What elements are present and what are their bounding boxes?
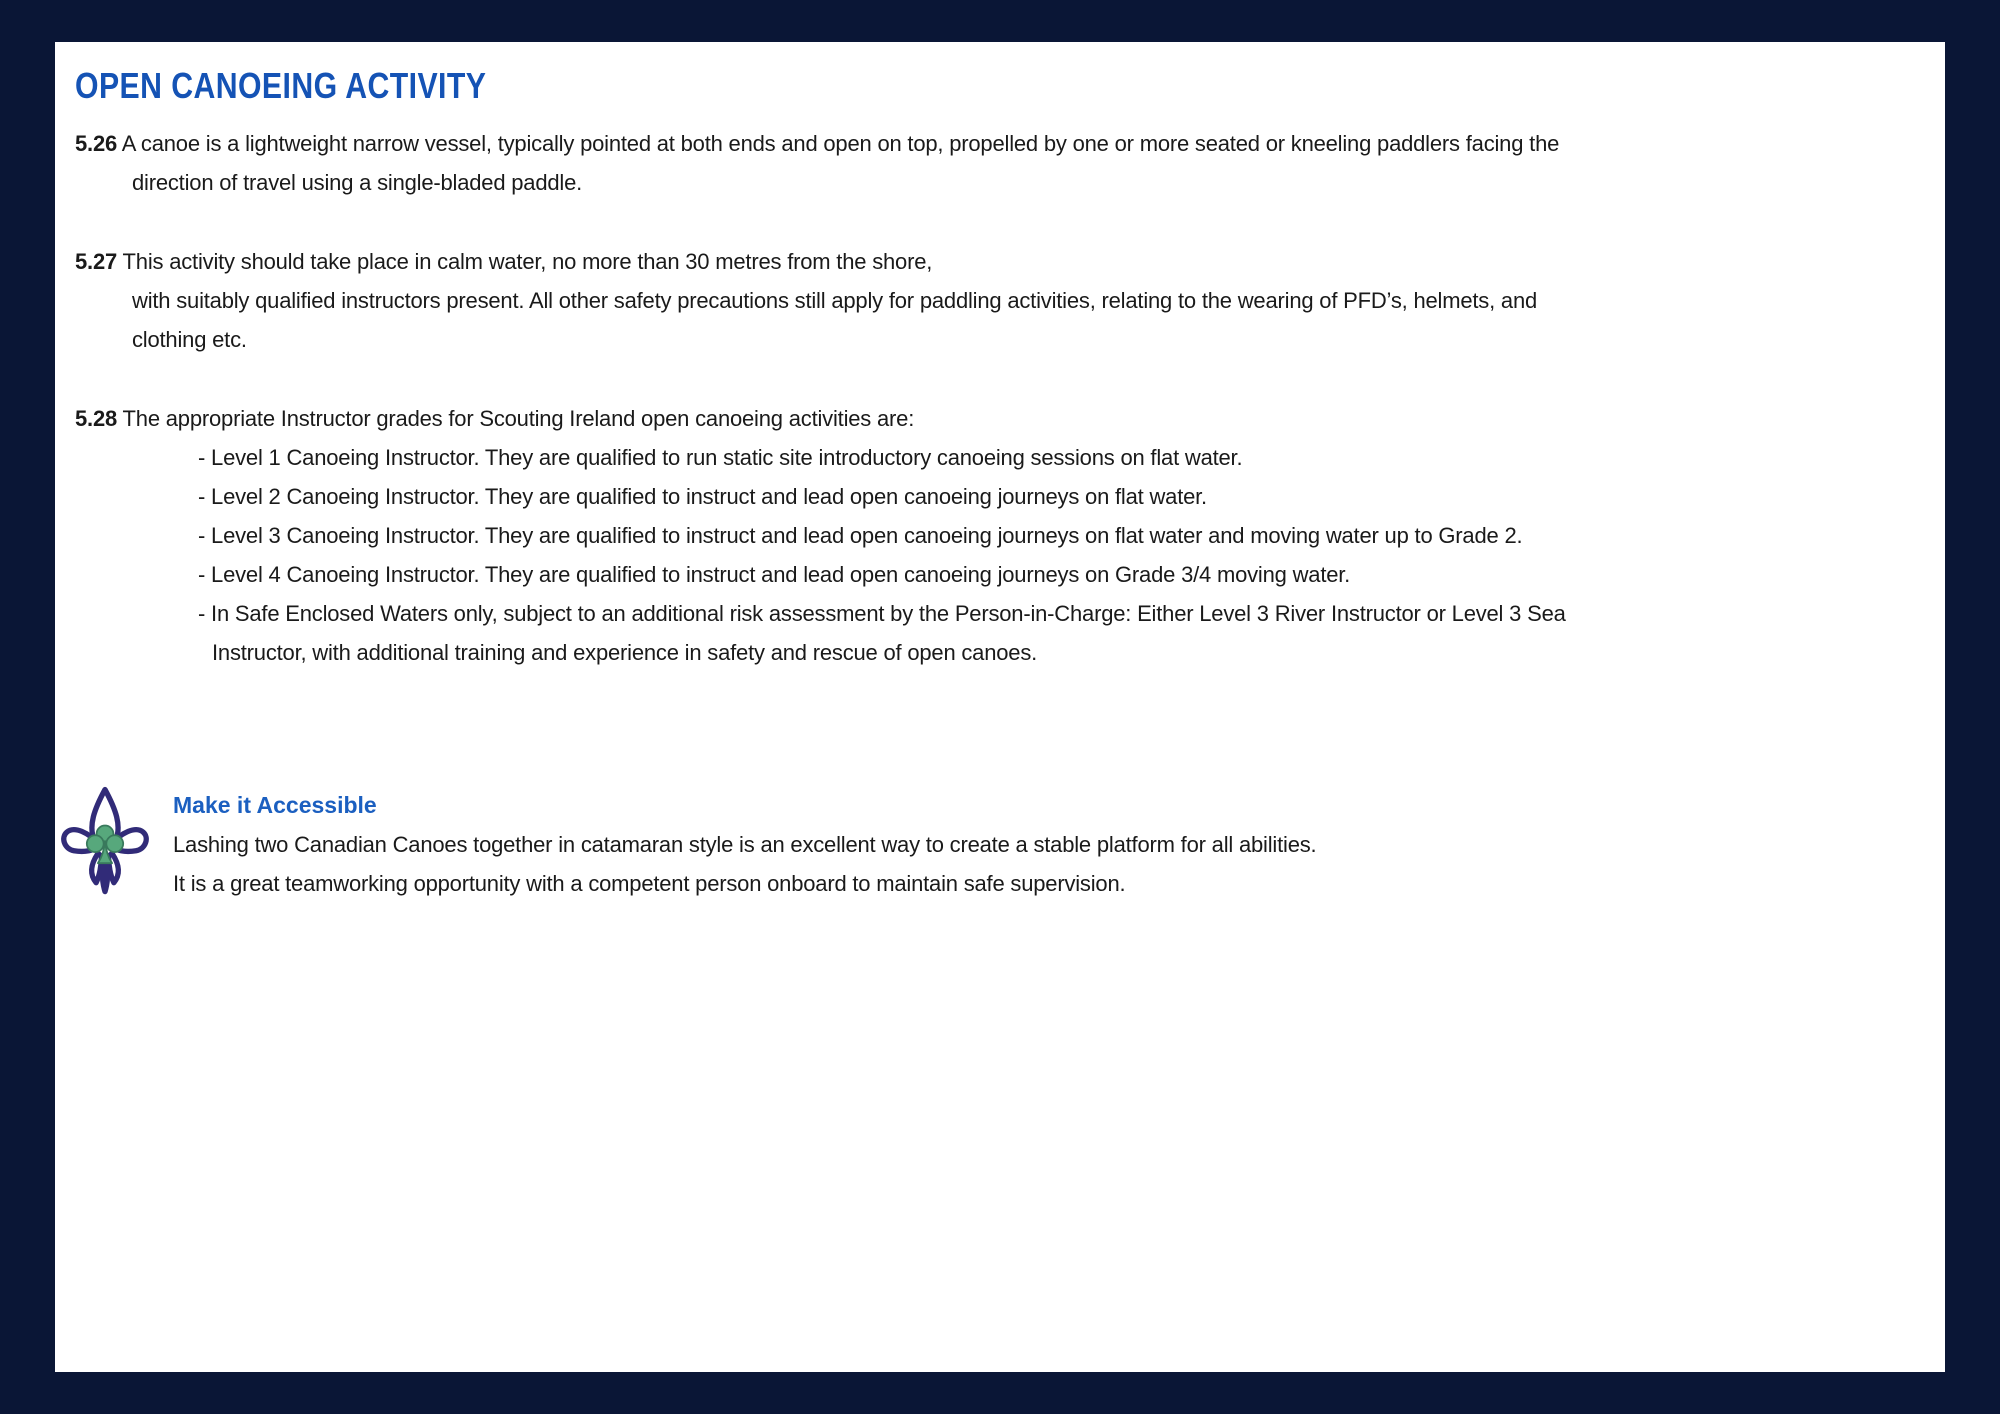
paragraph-line (75, 399, 1925, 438)
paragraph-line: with suitably qualified instructors present. All other safety precautions still apply for paddling activities, relating to the wearing of PFD’s, helmets, and (132, 288, 1538, 313)
list-item: - Level 2 Canoeing Instructor. They are qualified to instruct and lead open canoeing journeys on flat water. (198, 484, 1207, 509)
paragraph-line: clothing etc. (132, 327, 247, 352)
paragraph-5-26 (75, 124, 1925, 202)
clause-number: 5.28 (75, 406, 118, 431)
paragraph-5-27 (75, 242, 1925, 359)
list-item: - Level 3 Canoeing Instructor. They are qualified to instruct and lead open canoeing journeys on flat water and moving water up to Grade 2. (198, 523, 1523, 548)
make-it-accessible-callout (75, 786, 1925, 903)
list-item: - Level 4 Canoeing Instructor. They are qualified to instruct and lead open canoeing journeys on Grade 3/4 moving water. (198, 562, 1351, 587)
clause-number: 5.26 (75, 131, 118, 156)
document-page (55, 42, 1945, 1372)
paragraph-line (75, 124, 1925, 163)
paragraph-line: direction of travel using a single-bladed paddle. (132, 170, 583, 195)
list-item: - In Safe Enclosed Waters only, subject to an additional risk assessment by the Person-in-Charge: Either Level 3 River Instructor or Level 3 Sea (198, 601, 1566, 626)
clause-text: The appropriate Instructor grades for Scouting Ireland open canoeing activities are: (122, 406, 915, 431)
list-item-continuation: Instructor, with additional training and experience in safety and rescue of open canoes. (212, 640, 1038, 665)
fleur-de-lis-icon (58, 786, 152, 896)
paragraph-line (75, 242, 1925, 281)
scouting-ireland-fleur-de-lis-logo-icon (58, 786, 152, 896)
clause-number: 5.27 (75, 249, 118, 274)
clause-text: A canoe is a lightweight narrow vessel, typically pointed at both ends and open on top, propelled by one or more seated or kneeling paddlers facing the (121, 131, 1560, 156)
accessible-line: It is a great teamworking opportunity with a competent person onboard to maintain safe supervision. (173, 871, 1126, 896)
accessible-line: Lashing two Canadian Canoes together in catamaran style is an excellent way to create a stable platform for all abilities. (173, 832, 1317, 857)
accessible-text-block (173, 786, 1316, 903)
list-item: - Level 1 Canoeing Instructor. They are qualified to run static site introductory canoeing sessions on flat water. (198, 445, 1243, 470)
clause-text: This activity should take place in calm water, no more than 30 metres from the shore, (122, 249, 933, 274)
paragraph-5-28 (75, 399, 1925, 672)
page-title: OPEN CANOEING ACTIVITY (75, 65, 487, 106)
accessible-heading: Make it Accessible (173, 792, 377, 818)
